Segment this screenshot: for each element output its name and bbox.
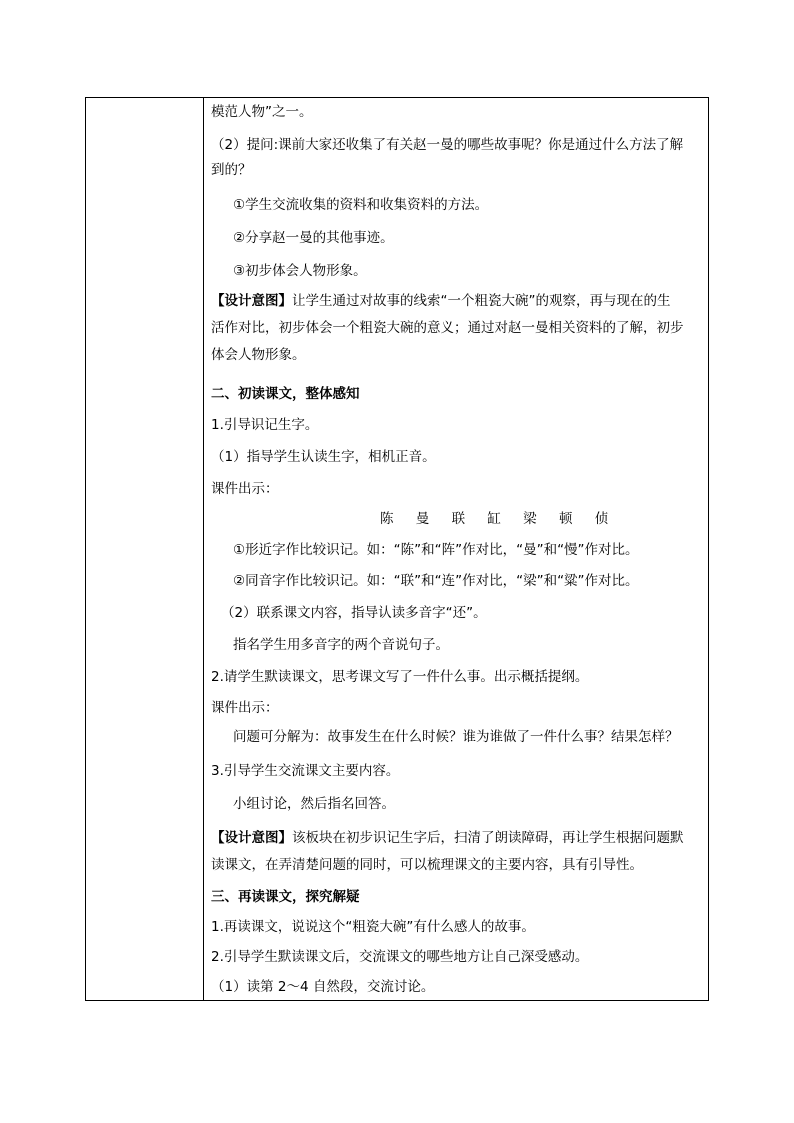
text-line: 读课文，在弄清楚问题的同时，可以梳理课文的主要内容，具有引导性。	[211, 857, 643, 873]
section-heading: 三、再读课文，探究解疑	[211, 889, 360, 905]
text-line: 模范人物”之一。	[211, 104, 313, 120]
text-line: 2.引导学生默读课文后，交流课文的哪些地方让自己深受感动。	[211, 949, 589, 965]
design-intent-text: 该板块在初步识记生字后，扫清了朗读障碍，再让学生根据问题默	[292, 830, 684, 846]
design-intent-label: 【设计意图】	[211, 830, 292, 846]
lesson-table	[85, 97, 709, 1001]
text-line: 问题可分解为：故事发生在什么时候？谁为谁做了一件什么事？结果怎样？	[233, 729, 679, 745]
section-heading: 二、初读课文，整体感知	[211, 386, 360, 402]
character-list: 陈 曼 联 缸 梁 顿 侦	[380, 511, 618, 527]
text-line: ③初步体会人物形象。	[233, 263, 367, 279]
column-divider	[203, 98, 204, 1000]
text-line: （2）提问:课前大家还收集了有关赵一曼的哪些故事呢？你是通过什么方法了解	[211, 137, 684, 153]
design-intent-text: 让学生通过对故事的线索“一个粗瓷大碗”的观察，再与现在的生	[292, 293, 671, 309]
text-line: ①形近字作比较识记。如：“陈”和“阵”作对比，“曼”和“慢”作对比。	[233, 542, 639, 558]
text-line: 3.引导学生交流课文主要内容。	[211, 763, 400, 779]
text-line: 小组讨论，然后指名回答。	[233, 796, 395, 812]
design-intent-line	[211, 292, 671, 310]
text-line: 活作对比，初步体会一个粗瓷大碗的意义；通过对赵一曼相关资料的了解，初步	[211, 320, 684, 336]
text-line: ②同音字作比较识记。如：“联”和“连”作对比，“梁”和“粱”作对比。	[233, 573, 639, 589]
design-intent-line	[211, 829, 684, 847]
text-line: 到的？	[211, 162, 252, 178]
text-line: （2）联系课文内容，指导认读多音字“还”。	[221, 605, 487, 621]
design-intent-label: 【设计意图】	[211, 293, 292, 309]
text-line: 课件出示：	[211, 700, 279, 716]
text-line: 指名学生用多音字的两个音说句子。	[233, 637, 449, 653]
text-line: 体会人物形象。	[211, 347, 306, 363]
text-line: （1）读第 2～4 自然段，交流讨论。	[211, 979, 435, 995]
text-line: 1.引导识记生字。	[211, 417, 319, 433]
text-line: 课件出示：	[211, 481, 279, 497]
text-line: （1）指导学生认读生字，相机正音。	[211, 449, 436, 465]
text-line: ①学生交流收集的资料和收集资料的方法。	[233, 197, 489, 213]
text-line: 2.请学生默读课文，思考课文写了一件什么事。出示概括提纲。	[211, 669, 589, 685]
text-line: 1.再读课文，说说这个“粗瓷大碗”有什么感人的故事。	[211, 919, 535, 935]
text-line: ②分享赵一曼的其他事迹。	[233, 230, 394, 246]
